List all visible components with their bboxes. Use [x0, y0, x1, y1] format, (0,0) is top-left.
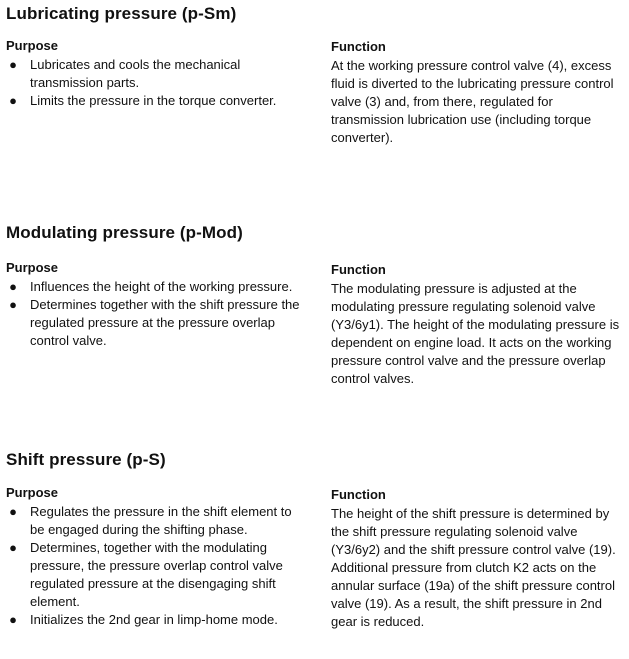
list-item: ● Lubricates and cools the mechanical transmission parts.	[6, 56, 306, 92]
list-item: ● Regulates the pressure in the shift element to be engaged during the shifting phase.	[6, 503, 306, 539]
function-text: At the working pressure control valve (4), excess fluid is diverted to the lubricating pressure control valve (3) and, from there, regulated for transmission lubrication use (including torque converter).	[331, 58, 614, 145]
list-item: ● Limits the pressure in the torque converter.	[6, 92, 306, 110]
function-heading: Function	[331, 487, 386, 502]
list-item: ● Influences the height of the working pressure.	[6, 278, 306, 296]
function-text: The height of the shift pressure is determined by the shift pressure regulating solenoid valve (Y3/6y2) and the shift pressure control valve (19). Additional pressure from clutch K2 acts on the annular surface (19a) of the shift pressure control valve (19). As a result, the shift pressure in 2nd gear is reduced.	[331, 506, 616, 629]
function-text: The modulating pressure is adjusted at the modulating pressure regulating solenoid valve (Y3/6y1). The height of the modulating pressure is dependent on engine load. It acts on the working pressure control valve and the pressure overlap control valves.	[331, 281, 620, 386]
list-item: ● Determines, together with the modulating pressure, the pressure overlap control valve regulated pressure at the disengaging shift element.	[6, 539, 306, 611]
purpose-list	[6, 278, 306, 350]
bullet-icon: ●	[9, 297, 17, 312]
purpose-heading: Purpose	[6, 38, 59, 53]
bullet-icon: ●	[9, 540, 17, 555]
bullet-icon: ●	[9, 93, 17, 108]
function-heading: Function	[331, 262, 386, 277]
purpose-heading: Purpose	[6, 485, 59, 500]
list-item: ● Determines together with the shift pressure the regulated pressure at the pressure overlap control valve.	[6, 296, 306, 350]
section-title-modulating-pressure: Modulating pressure (p-Mod)	[6, 223, 243, 242]
section-title-lubricating-pressure: Lubricating pressure (p-Sm)	[6, 4, 237, 23]
section-title-shift-pressure: Shift pressure (p-S)	[6, 450, 166, 469]
bullet-icon: ●	[9, 504, 17, 519]
bullet-icon: ●	[9, 57, 17, 72]
bullet-icon: ●	[9, 612, 17, 627]
function-heading: Function	[331, 39, 386, 54]
purpose-heading: Purpose	[6, 260, 59, 275]
bullet-icon: ●	[9, 279, 17, 294]
purpose-list	[6, 56, 306, 110]
purpose-list	[6, 503, 306, 629]
list-item: ● Initializes the 2nd gear in limp-home mode.	[6, 611, 306, 629]
